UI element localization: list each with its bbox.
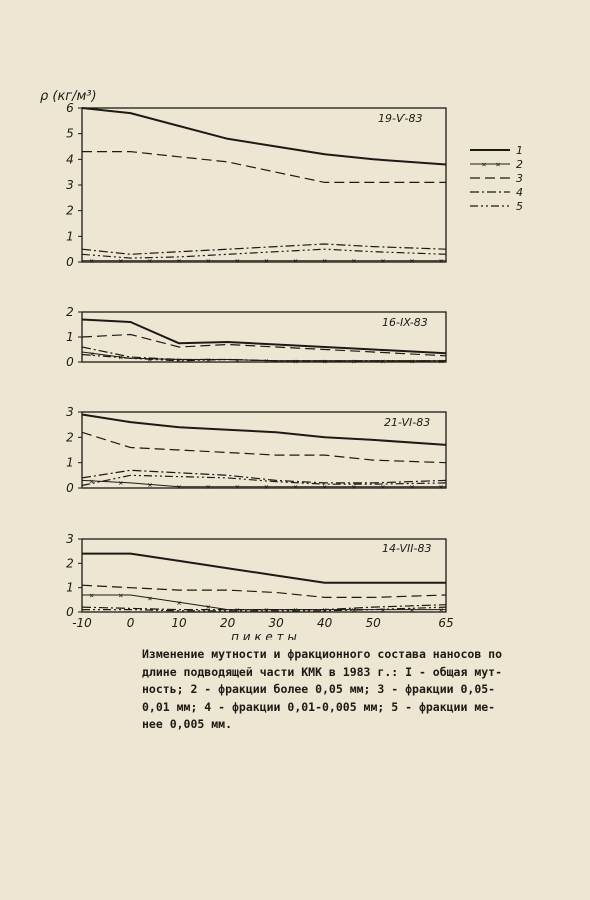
series-2-marker: × [264,356,269,366]
series-2-marker: × [293,356,298,366]
chart-panel-1 [66,101,446,269]
series-2-marker: × [351,482,357,492]
series-2-marker: × [322,356,328,366]
y-tick-label: 1 [66,330,74,344]
series-2-marker: × [380,482,386,492]
x-tick-label: -10 [72,616,92,630]
series-2-marker: × [205,602,211,612]
series-2-marker: × [351,605,357,615]
series-2-marker: × [118,478,124,488]
series-2-marker: × [293,482,298,492]
series-2-marker: × [322,605,328,615]
series-2-marker: × [89,349,95,359]
caption-line: 0,01 мм; 4 - фракции 0,01-0,005 мм; 5 - фракции ме- [142,699,496,714]
series-2-marker: × [147,593,153,603]
legend-label-3: 3 [516,172,523,185]
series-2-marker: × [234,256,240,266]
x-tick-label: 30 [268,616,284,630]
y-tick-label: 0 [66,481,74,495]
panel-date-label: 21-VI-83 [384,416,431,429]
legend-marker: × [495,160,501,169]
legend [470,144,523,213]
plot-frame [82,108,446,262]
series-2-marker: × [438,482,444,492]
series-2-marker: × [409,356,415,366]
series-2-marker: × [438,256,444,266]
series-2-marker: × [234,355,240,365]
panel-date-label: 19-Ѵ-83 [378,112,423,125]
series-2-marker: × [438,605,444,615]
series-2-marker: × [293,256,298,266]
legend-label-1: 1 [516,144,523,157]
y-tick-label: 3 [66,178,74,192]
y-tick-label: 0 [66,255,74,269]
x-tick-label: 20 [219,616,236,630]
series-2-marker: × [264,605,269,615]
series-2-marker: × [176,256,182,266]
series-2-marker: × [147,354,153,364]
series-2-marker: × [118,353,124,362]
series-1-line [82,554,446,583]
series-2-marker: × [205,256,211,266]
y-tick-label: 2 [66,556,74,571]
series-2-marker: × [264,482,269,492]
legend-label-4: 4 [516,186,523,199]
series-2-marker: × [205,355,211,365]
y-tick-label: 1 [66,455,74,470]
legend-marker: × [481,160,487,169]
series-3-line [82,335,446,359]
series-2-marker: × [147,256,153,266]
series-2-marker: × [205,482,211,492]
y-tick-label: 5 [66,126,74,141]
series-2-marker: × [409,605,415,615]
caption-line: длине подводящей части КМК в 1983 г.: I - общая мут- [142,664,503,679]
y-tick-label: 0 [66,355,74,369]
series-2-marker: × [293,605,298,615]
y-tick-label: 4 [66,152,74,167]
y-tick-label: 0 [66,605,74,619]
y-tick-label: 2 [66,430,74,445]
series-2-marker: × [234,482,240,492]
series-2-marker: × [264,256,269,266]
y-tick-label: 2 [66,305,74,319]
series-2-marker: × [89,256,95,266]
caption-line: ность; 2 - фракции более 0,05 мм; 3 - фракции 0,05- [142,682,496,696]
series-2-marker: × [409,482,415,492]
series-2-marker: × [322,482,328,492]
legend-label-5: 5 [516,200,523,213]
legend-label-2: 2 [516,158,523,171]
panel-date-label: 14-VII-83 [382,542,432,555]
panel-date-label: 16-IX-83 [382,316,428,329]
figure-caption [142,646,503,734]
x-axis-label: п и к е т ы [231,630,297,640]
y-tick-label: 3 [66,532,74,546]
chart-panel-4 [66,532,446,619]
x-tick-label: 65 [438,616,454,630]
series-2-marker: × [89,476,95,486]
series-3-line [82,152,446,183]
series-2-marker: × [176,482,182,492]
x-tick-label: 10 [171,616,187,630]
caption-line: нее 0,005 мм. [142,717,233,731]
series-2-marker: × [176,355,182,365]
y-tick-label: 1 [66,229,74,244]
chart-panel-2 [66,305,446,369]
series-2-marker: × [351,356,357,366]
series-2-marker: × [118,590,124,600]
x-tick-label: 50 [365,616,381,630]
series-2-marker: × [351,256,357,266]
series-2-marker: × [380,605,386,615]
series-4-line [82,244,446,254]
y-tick-label: 1 [66,580,74,595]
y-axis-label: ρ (кг/м³) [40,89,97,104]
caption-line: Изменение мутности и фракционного состава наносов по [142,647,503,661]
x-tick-label: 40 [317,616,333,630]
chart-panel-3 [66,405,446,495]
y-tick-label: 3 [66,405,74,419]
x-tick-label: 0 [126,616,135,630]
series-2-marker: × [234,605,240,615]
series-2-marker: × [380,356,386,366]
series-2-marker: × [409,256,415,266]
series-2-marker: × [322,256,328,266]
series-2-marker: × [118,256,124,266]
series-2-marker: × [438,356,444,366]
y-tick-label: 2 [66,203,74,218]
series-2-marker: × [176,598,182,608]
series-2-marker: × [147,480,153,490]
series-3-line [82,432,446,462]
series-2-marker: × [89,590,95,600]
series-2-marker: × [380,256,386,266]
y-tick-label: 6 [66,101,74,115]
series-4-line [82,470,446,483]
